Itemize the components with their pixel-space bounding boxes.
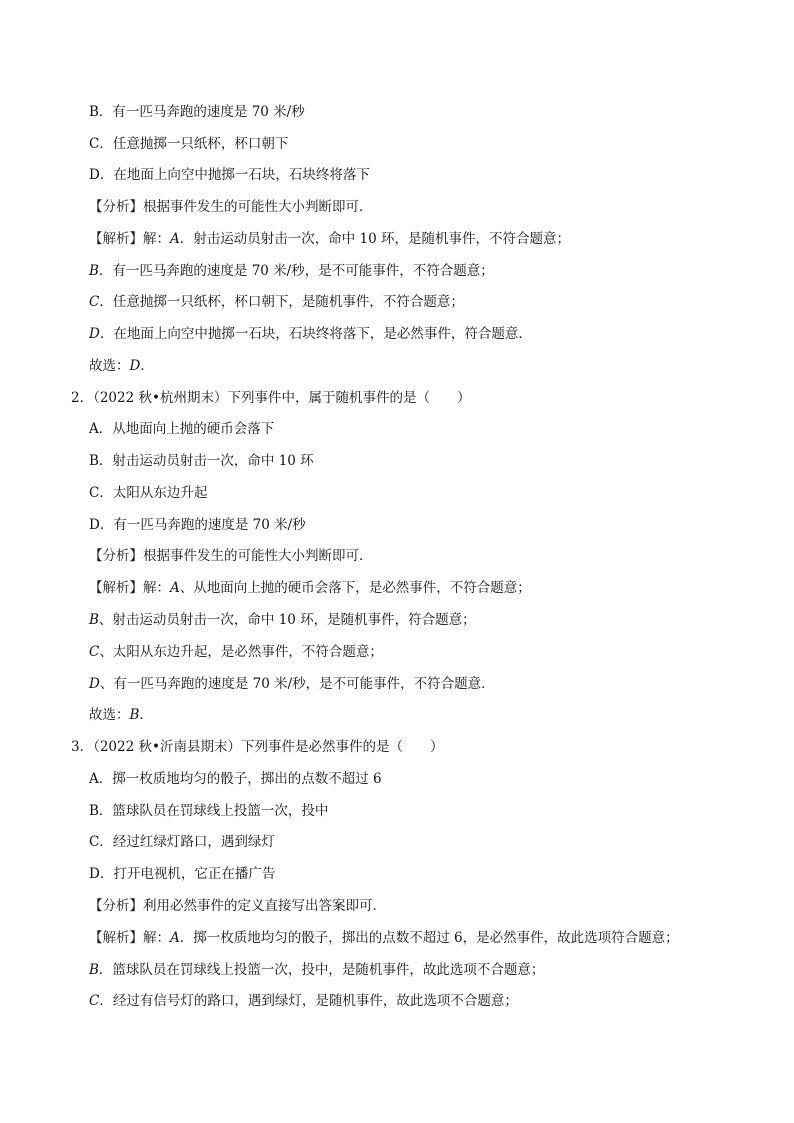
q2-solution-line-d: D、有一匹马奔跑的速度是 70 米/秒，是不可能事件，不符合题意． [89,676,495,692]
q2-stem: 2．（2022 秋•杭州期末）下列事件中，属于随机事件的是（ ） [71,390,471,406]
q1-solution-line-c: C．任意抛掷一只纸杯，杯口朝下，是随机事件，不符合题意； [89,294,464,310]
q2-option-d: D．有一匹马奔跑的速度是 70 米/秒 [89,517,306,533]
solution-tag: 【解析】 [89,231,143,247]
analysis-tag: 【分析】 [89,898,143,914]
q2-option-c: C．太阳从东边升起 [89,485,208,501]
q3-option-b: B．篮球队员在罚球线上投篮一次，投中 [89,803,329,819]
q1-solution-line-d: D．在地面上向空中抛掷一石块，石块终将落下，是必然事件，符合题意． [89,326,532,342]
q3-stem: 3．（2022 秋•沂南县期末）下列事件是必然事件的是（ ） [71,739,444,755]
q1-option-c: C．任意抛掷一只纸杯，杯口朝下 [89,136,289,152]
q2-option-a: A．从地面向上抛的硬币会落下 [89,421,275,437]
solution-tag: 【解析】 [89,580,143,596]
q3-option-a: A．掷一枚质地均匀的骰子，掷出的点数不超过 6 [89,771,382,787]
q3-solution-line-a: 【解析】解：A．掷一枚质地均匀的骰子，掷出的点数不超过 6，是必然事件，故此选项符合题意； [89,930,679,946]
q3-option-c: C．经过红绿灯路口，遇到绿灯 [89,834,275,850]
q2-solution-line-a: 【解析】解：A、从地面向上抛的硬币会落下，是必然事件，不符合题意； [89,580,531,596]
q2-option-b: B．射击运动员射击一次，命中 10 环 [89,453,314,469]
q3-option-d: D．打开电视机，它正在播广告 [89,866,276,882]
analysis-tag: 【分析】 [89,199,143,215]
q3-solution-line-b: B．篮球队员在罚球线上投篮一次，投中，是随机事件，故此选项不合题意； [89,962,545,978]
q1-option-b: B．有一匹马奔跑的速度是 70 米/秒 [89,104,305,120]
q1-solution-line-a: 【解析】解：A．射击运动员射击一次，命中 10 环，是随机事件，不符合题意； [89,231,571,247]
q1-analysis: 【分析】根据事件发生的可能性大小判断即可． [89,199,373,215]
q1-answer: 故选：D． [89,358,154,374]
q2-analysis: 【分析】根据事件发生的可能性大小判断即可． [89,548,373,564]
q2-answer: 故选：B． [89,707,153,723]
analysis-tag: 【分析】 [89,548,143,564]
q1-solution-line-b: B．有一匹马奔跑的速度是 70 米/秒，是不可能事件，不符合题意； [89,263,494,279]
q2-solution-line-b: B、射击运动员射击一次，命中 10 环，是随机事件，符合题意； [89,612,476,628]
q3-analysis: 【分析】利用必然事件的定义直接写出答案即可． [89,898,386,914]
q2-solution-line-c: C、太阳从东边升起，是必然事件，不符合题意； [89,644,383,660]
q3-solution-line-c: C．经过有信号灯的路口，遇到绿灯，是随机事件，故此选项不合题意； [89,993,518,1009]
q1-option-d: D．在地面上向空中抛掷一石块，石块终将落下 [89,167,370,183]
solution-tag: 【解析】 [89,930,143,946]
